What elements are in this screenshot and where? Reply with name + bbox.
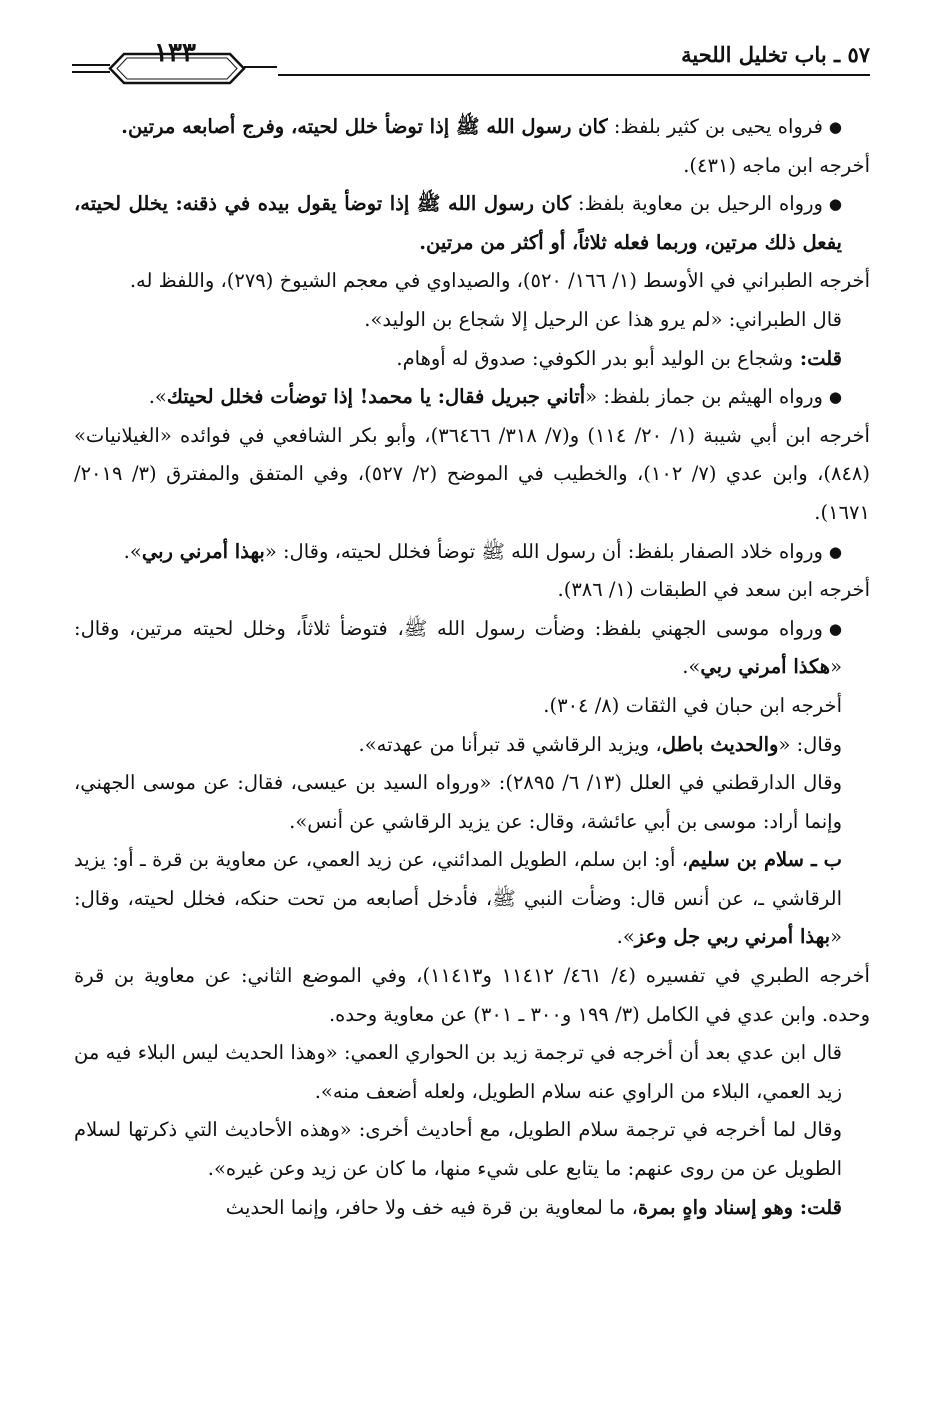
text-segment: فرواه يحيى بن كثير بلفظ: bbox=[607, 115, 823, 138]
text-segment: ورواه خلاد الصفار بلفظ: أن رسول الله ﷺ توضأ فخلل لحيته، وقال: « bbox=[264, 539, 823, 563]
text-segment: ورواه موسى الجهني بلفظ: وضأت رسول الله ﷺ، فتوضأ ثلاثاً، وخلل لحيته مرتين، وقال: « bbox=[74, 616, 842, 679]
text-paragraph bbox=[74, 764, 870, 841]
bullet-icon: ● bbox=[828, 388, 842, 407]
text-paragraph bbox=[74, 687, 870, 726]
text-segment: ورواه الرحيل بن معاوية بلفظ: bbox=[571, 192, 823, 216]
text-segment: ». bbox=[682, 655, 701, 679]
page-header bbox=[70, 36, 870, 96]
bullet-icon: ● bbox=[828, 542, 842, 561]
bold-text-segment: هكذا أمرني ربي bbox=[700, 655, 831, 679]
page-number: ١٣٣ bbox=[154, 38, 196, 68]
text-segment: ». bbox=[148, 385, 167, 409]
text-paragraph bbox=[74, 108, 870, 147]
text-segment: ». bbox=[616, 925, 635, 949]
text-segment: وقال الدارقطني في العلل (١٣/ ٦/ ٢٨٩٥): «ورواه السيد بن عيسى، فقال: عن موسى الجهني، وإنما أراد: موسى بن أبي عائشة، وقال: عن يزيد الرقاشي عن أنس». bbox=[74, 771, 842, 833]
text-paragraph bbox=[74, 841, 870, 957]
bold-text-segment: قلت: bbox=[793, 346, 842, 370]
header-rule bbox=[278, 74, 870, 76]
text-segment: أخرجه ابن أبي شيبة (١/ ٢٠/ ١١٤) و(٧/ ٣١٨/ ٣٦٤٦٦)، وأبو بكر الشافعي في فوائده «الغيلانيات» (٨٤٨)، وابن عدي (٧/ ١٠٢)، والخطيب في الموضح (٢/ ٥٢٧)، وفي المتفق والمفترق (٣/ ٢٠١٩/ ١٦٧١). bbox=[74, 423, 871, 524]
text-segment: ، أو: ابن سلم، الطويل المدائني، عن زيد العمي، عن معاوية بن قرة ـ أو: يزيد الرقاشي ـ، عن أنس قال: وضأت النبي ﷺ، فأدخل أصابعه من تحت حنكه، فخلل لحيته، وقال: « bbox=[74, 848, 842, 949]
text-segment: ». bbox=[123, 539, 142, 563]
text-segment: أخرجه الطبراني في الأوسط (١/ ١٦٦/ ٥٢٠)، والصيداوي في معجم الشيوخ (٢٧٩)، واللفظ له. bbox=[129, 269, 870, 293]
text-paragraph bbox=[74, 262, 870, 301]
text-paragraph bbox=[74, 301, 870, 340]
text-paragraph bbox=[74, 185, 870, 262]
bold-text-segment: كان رسول الله ﷺ إذا توضأ يقول بيده في ذقنه: يخلل لحيته، يفعل ذلك مرتين، وربما فعله ثلاثاً، أو أكثر من مرتين. bbox=[74, 192, 842, 254]
page-body bbox=[74, 108, 870, 1227]
bullet-icon: ● bbox=[828, 195, 842, 214]
text-segment: أخرجه ابن سعد في الطبقات (١/ ٣٨٦). bbox=[557, 578, 870, 602]
text-segment: ، ويزيد الرقاشي قد تبرأنا من عهدته». bbox=[358, 732, 662, 756]
text-paragraph bbox=[74, 1189, 870, 1228]
text-segment: أخرجه ابن حبان في الثقات (٨/ ٣٠٤). bbox=[543, 693, 842, 717]
text-paragraph bbox=[74, 1034, 870, 1111]
bullet-icon: ● bbox=[828, 118, 842, 136]
bullet-icon: ● bbox=[828, 619, 842, 638]
text-segment: ، ما لمعاوية بن قرة فيه خف ولا حافر، وإنما الحديث bbox=[225, 1195, 638, 1219]
text-segment: ورواه الهيثم بن جماز بلفظ: « bbox=[585, 385, 823, 409]
text-segment: قال الطبراني: «لم يرو هذا عن الرحيل إلا شجاع بن الوليد». bbox=[364, 307, 842, 331]
text-segment: وشجاع بن الوليد أبو بدر الكوفي: صدوق له أوهام. bbox=[396, 346, 794, 370]
text-segment: أخرجه الطبري في تفسيره (٤/ ٤٦١/ ١١٤١٢ و١١٤١٣)، وفي الموضع الثاني: عن معاوية بن قرة وحده. وابن عدي في الكامل (٣/ ١٩٩ و٣٠٠ ـ ٣٠١) عن معاوية وحده. bbox=[74, 964, 870, 1026]
text-segment: أخرجه ابن ماجه (٤٣١). bbox=[683, 153, 870, 177]
text-segment: وقال: « bbox=[778, 732, 842, 756]
bold-text-segment: كان رسول الله ﷺ إذا توضأ خلل لحيته، وفرج أصابعه مرتين. bbox=[121, 115, 608, 138]
bold-text-segment: والحديث باطل bbox=[661, 732, 779, 756]
chapter-title: ٥٧ ـ باب تخليل اللحية bbox=[681, 42, 870, 67]
bold-text-segment: أتاني جبريل فقال: يا محمد! إذا توضأت فخلل لحيتك bbox=[166, 385, 586, 409]
text-paragraph bbox=[74, 571, 870, 610]
bold-text-segment: ب ـ سلام بن سليم bbox=[688, 848, 842, 872]
text-paragraph bbox=[74, 378, 870, 417]
bold-text-segment: بهذا أمرني ربي bbox=[141, 539, 265, 563]
text-paragraph bbox=[74, 726, 870, 765]
text-paragraph bbox=[74, 957, 870, 1034]
text-paragraph bbox=[74, 147, 870, 186]
text-paragraph bbox=[74, 417, 870, 533]
text-paragraph bbox=[74, 533, 870, 572]
bold-text-segment: قلت: bbox=[793, 1195, 842, 1219]
bold-text-segment: بهذا أمرني ربي جل وعز bbox=[634, 925, 831, 949]
text-paragraph bbox=[74, 340, 870, 379]
text-paragraph bbox=[74, 610, 870, 687]
bold-text-segment: وهو إسناد واهٍ بمرة bbox=[637, 1195, 794, 1219]
text-paragraph bbox=[74, 1111, 870, 1188]
text-segment: وقال لما أخرجه في ترجمة سلام الطويل، مع أحاديث أخرى: «وهذه الأحاديث التي ذكرتها لسلام الطويل عن من روى عنهم: ما يتابع على شيء منها، ما كان عن زيد وعن غيره». bbox=[74, 1118, 842, 1181]
text-segment: قال ابن عدي بعد أن أخرجه في ترجمة زيد بن الحواري العمي: «وهذا الحديث ليس البلاء فيه من زيد العمي، البلاء من الراوي عنه سلام الطويل، ولعله أضعف منه». bbox=[74, 1041, 842, 1103]
